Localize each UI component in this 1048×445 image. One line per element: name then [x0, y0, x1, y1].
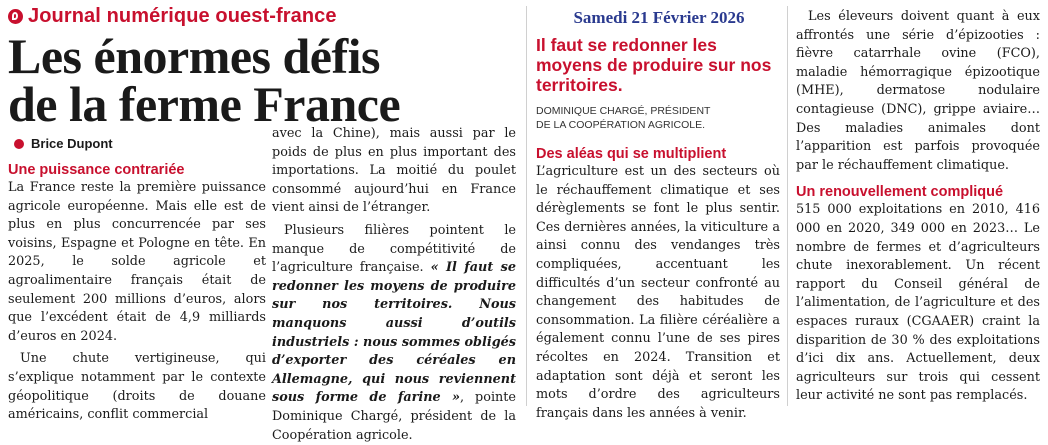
- column-1-text: [8, 179, 266, 425]
- column-3: [536, 145, 780, 423]
- paragraph: avec la Chine), mais aussi par le poids de plus en plus important des importations. La moitié du poulet consommé aujourd’hui en France vient ainsi de l’étranger.: [272, 126, 516, 216]
- paragraph: Les éleveurs doivent quant à eux affrontés une série d’épizooties : fièvre catarrhale ovine (FCO), maladie hémorragique épizootique (MHE), dermatose nodulaire contagieuse (DNC), grippe aviaire… Des maladies animales dont l’apparition est parfois provoquée par le réchauffement climatique.: [796, 9, 1040, 173]
- section-title-aleas: Des aléas qui se multiplient: [536, 146, 727, 162]
- column-3-text: [536, 163, 780, 423]
- column-divider: [787, 6, 788, 406]
- section-title-puissance: Une puissance contrariée: [8, 162, 185, 178]
- ouest-france-logo-icon: [8, 9, 23, 24]
- paragraph: 515 000 exploitations en 2010, 416 000 en 2020, 349 000 en 2023… Le nombre de fermes et d’agriculteurs chute inexorablement. Un récent rapport du Conseil général de l’alimentation, de l’agriculture et des espaces ruraux (CGAAER) craint la disparition de 30 % des exploitations d’ici dix ans. Actuellement, deux agriculteurs sur trois qui cessent leur activité ne sont pas remplacés.: [796, 202, 1040, 404]
- credit-line-1: DOMINIQUE CHARGÉ, PRÉSIDENT: [536, 105, 711, 117]
- author-name: Brice Dupont: [31, 136, 113, 151]
- quote-inline: « Il faut se redonner les moyens de produire sur nos territoires. Nous manquons aussi d’outils industriels : nous sommes obligés d’exporter des céréales en Allemagne, qui nous reviennent sous forme de farine »: [272, 260, 516, 406]
- red-dot-icon: [14, 139, 24, 149]
- paragraph: La France reste la première puissance agricole européenne. Mais elle est de plus en plus concurrencée par ses voisins, Espagne et Pologne en tête. En 2025, le solde agricole et agroalimentaire français était de seulement 200 millions d’euros, alors que l’excédent était de 4,9 milliards d’euros en 2024.: [8, 180, 266, 344]
- headline-line-1: Les énormes défis: [8, 28, 380, 84]
- column-divider: [526, 6, 527, 406]
- column-2: [272, 125, 516, 445]
- text-run: , pointe Dominique Chargé, président de la Coopération agricole.: [272, 390, 517, 443]
- column-4-text: [796, 8, 1040, 175]
- article-headline: [8, 28, 508, 132]
- headline-line-2: de la ferme France: [8, 76, 401, 132]
- paragraph: [272, 222, 516, 445]
- masthead-title: Journal numérique ouest-france: [28, 4, 337, 27]
- column-1: [8, 161, 266, 425]
- text-run: Plusieurs filières pointent le manque de compétitivité de l’agriculture française.: [272, 222, 516, 276]
- paragraph: Une chute vertigineuse, qui s’explique notamment par le contexte géopolitique (droits de douane américains, conflit commercial: [8, 351, 266, 423]
- pull-quote: Il faut se redonner les moyens de produire sur nos territoires.: [536, 35, 772, 95]
- section-title-renouvellement: Un renouvellement compliqué: [796, 184, 1004, 201]
- publication-date: Samedi 21 Février 2026: [573, 8, 745, 27]
- credit-line-2: DE LA COOPÉRATION AGRICOLE.: [536, 119, 706, 131]
- pull-quote-credit: [536, 104, 776, 132]
- column-4-text-2: [796, 201, 1040, 406]
- paragraph: L’agriculture est un des secteurs où le réchauffement climatique et ses dérèglements se font le plus sentir. Ces dernières années, la viticulture a ainsi connu des vendanges très compliquées, accentuant les difficultés d’un secteur confronté au changement des habitudes de consommation. La filière céréalière a également connu l’une de ses pires récoltes en 2024. Transition et adaptation sont déjà et seront les mots d’ordre des agriculteurs français dans les années à venir.: [536, 164, 780, 421]
- byline: [14, 136, 113, 151]
- masthead: [8, 5, 337, 27]
- column-4: [796, 8, 1040, 406]
